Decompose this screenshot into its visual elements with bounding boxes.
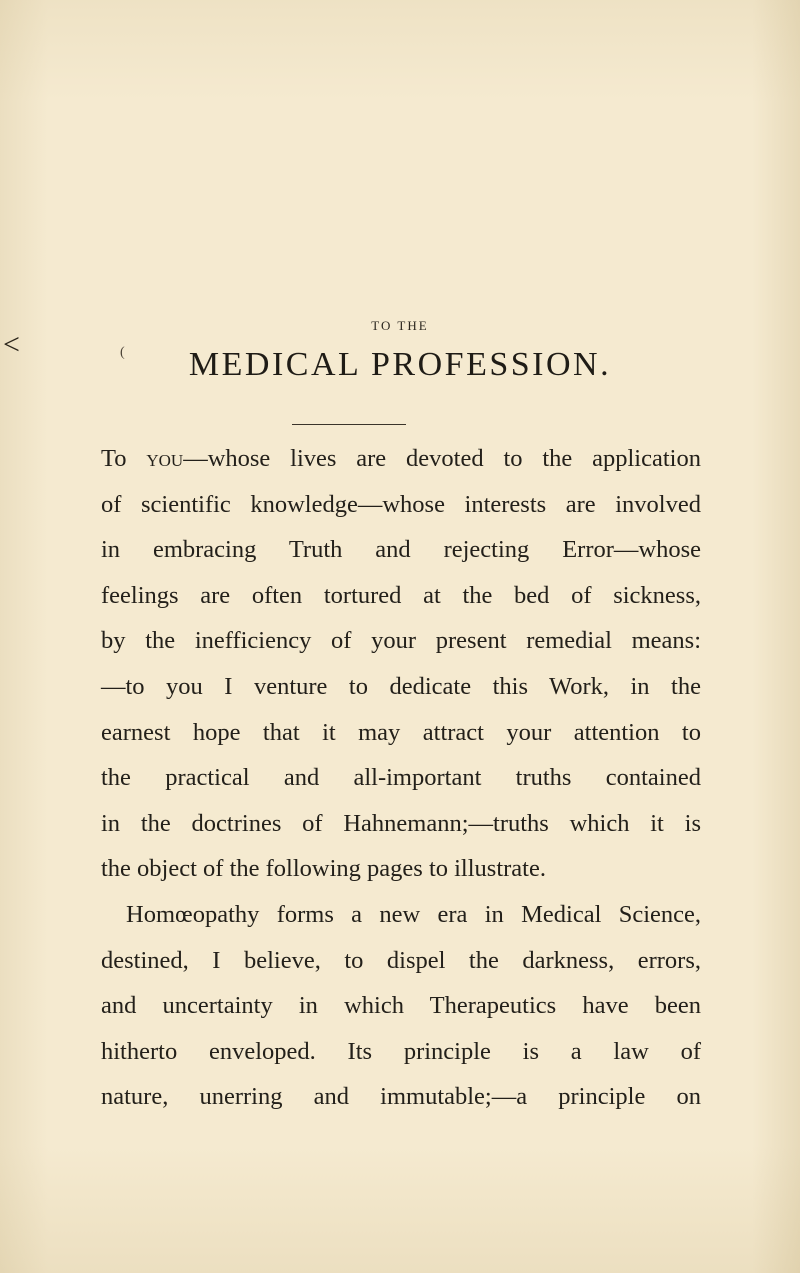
- text-line: hitherto enveloped. Its principle is a law of: [101, 1037, 701, 1065]
- text-line: destined, I believe, to dispel the darkness, errors,: [101, 946, 701, 974]
- opening-words: To you: [101, 445, 184, 472]
- text-line: by the inefficiency of your present remedial means:: [101, 627, 701, 655]
- dedication-text: [101, 436, 701, 1120]
- dedication-pretitle: TO THE: [371, 318, 429, 333]
- text-line: the object of the following pages to illustrate.: [101, 855, 546, 883]
- text-line: [101, 436, 701, 482]
- title-rule: [292, 424, 406, 425]
- dedication-title: MEDICAL PROFESSION.: [188, 346, 612, 383]
- text-line: in the doctrines of Hahnemann;—truths which it is: [101, 809, 701, 837]
- text-line: —to you I venture to dedicate this Work, in the: [101, 672, 701, 700]
- text-line: of scientific knowledge—whose interests are involved: [101, 490, 701, 518]
- text-line: and uncertainty in which Therapeutics have been: [101, 992, 701, 1020]
- text-line: the practical and all-important truths contained: [101, 764, 701, 792]
- text-line: Homœopathy forms a new era in Medical Science,: [126, 900, 701, 928]
- margin-mark: <: [3, 328, 20, 361]
- line-1-rest: —whose lives are devoted to the application: [183, 445, 701, 472]
- text-line: feelings are often tortured at the bed of sickness,: [101, 581, 701, 609]
- text-line: in embracing Truth and rejecting Error—whose: [101, 536, 701, 564]
- text-line: earnest hope that it may attract your attention to: [101, 718, 701, 746]
- text-line: nature, unerring and immutable;—a principle on: [101, 1083, 701, 1111]
- margin-mark-small: (: [120, 345, 125, 360]
- small-caps-word: you: [146, 445, 184, 472]
